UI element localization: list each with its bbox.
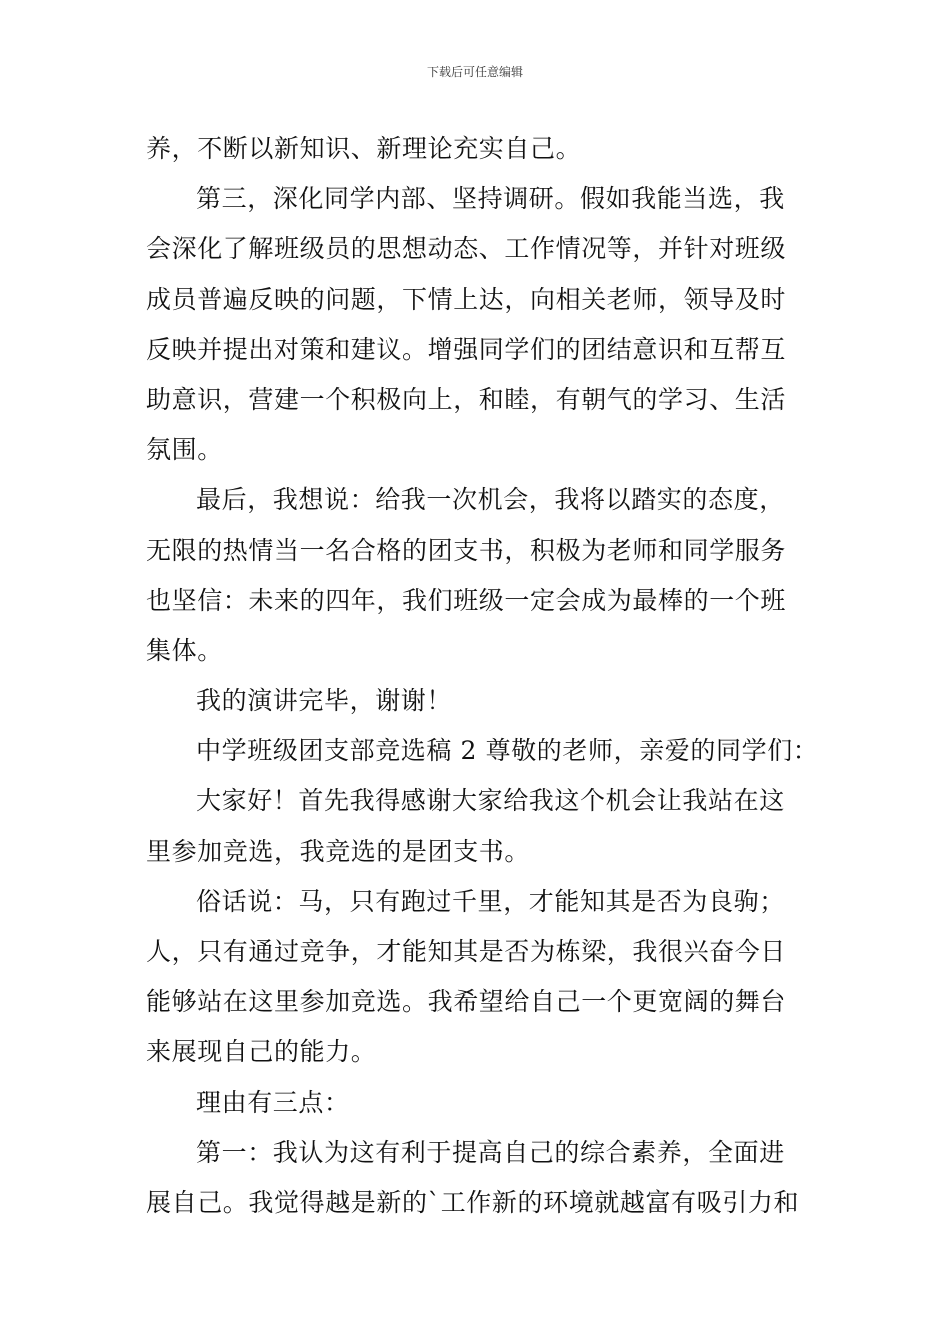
- document-body: [146, 124, 819, 1228]
- text-line: 也坚信：未来的四年，我们班级一定会成为最棒的一个班: [146, 585, 787, 615]
- text-line: 最后，我想说：给我一次机会，我将以踏实的态度，: [196, 485, 785, 515]
- text-line: 大家好！首先我得感谢大家给我这个机会让我站在这: [196, 786, 785, 816]
- text-line: 会深化了解班级员的思想动态、工作情况等，并针对班级: [146, 234, 787, 264]
- text-line: 展自己。我觉得越是新的`工作新的环境就越富有吸引力和: [146, 1187, 800, 1217]
- text-line: 能够站在这里参加竞选。我希望给自己一个更宽阔的舞台: [146, 987, 787, 1017]
- text-line: 养，不断以新知识、新理论充实自己。: [146, 134, 582, 163]
- text-line: 俗话说：马，只有跑过千里，才能知其是否为良驹；: [196, 886, 785, 916]
- text-line: 第三，深化同学内部、坚持调研。假如我能当选，我: [196, 184, 785, 214]
- text-line: 无限的热情当一名合格的团支书，积极为老师和同学服务: [146, 535, 787, 565]
- text-line: 助意识，营建一个积极向上，和睦，有朝气的学习、生活: [146, 384, 787, 414]
- text-line: 理由有三点：: [196, 1087, 350, 1117]
- text-line: 人，只有通过竞争，才能知其是否为栋梁，我很兴奋今日: [146, 937, 787, 966]
- text-line: 中学班级团支部竞选稿 2 尊敬的老师，亲爱的同学们：: [196, 736, 819, 766]
- text-line: 里参加竞选，我竞选的是团支书。: [146, 836, 531, 866]
- text-line: 第一：我认为这有利于提高自己的综合素养，全面进: [196, 1137, 785, 1167]
- page-header: 下载后可任意编辑: [426, 65, 523, 79]
- text-line: 成员普遍反映的问题，下情上达，向相关老师，领导及时: [146, 284, 787, 314]
- text-line: 反映并提出对策和建议。增强同学们的团结意识和互帮互: [146, 334, 787, 364]
- text-line: 来展现自己的能力。: [146, 1037, 377, 1067]
- text-line: 氛围。: [146, 435, 223, 465]
- text-line: 我的演讲完毕，谢谢！: [196, 686, 453, 716]
- text-line: 集体。: [146, 635, 223, 665]
